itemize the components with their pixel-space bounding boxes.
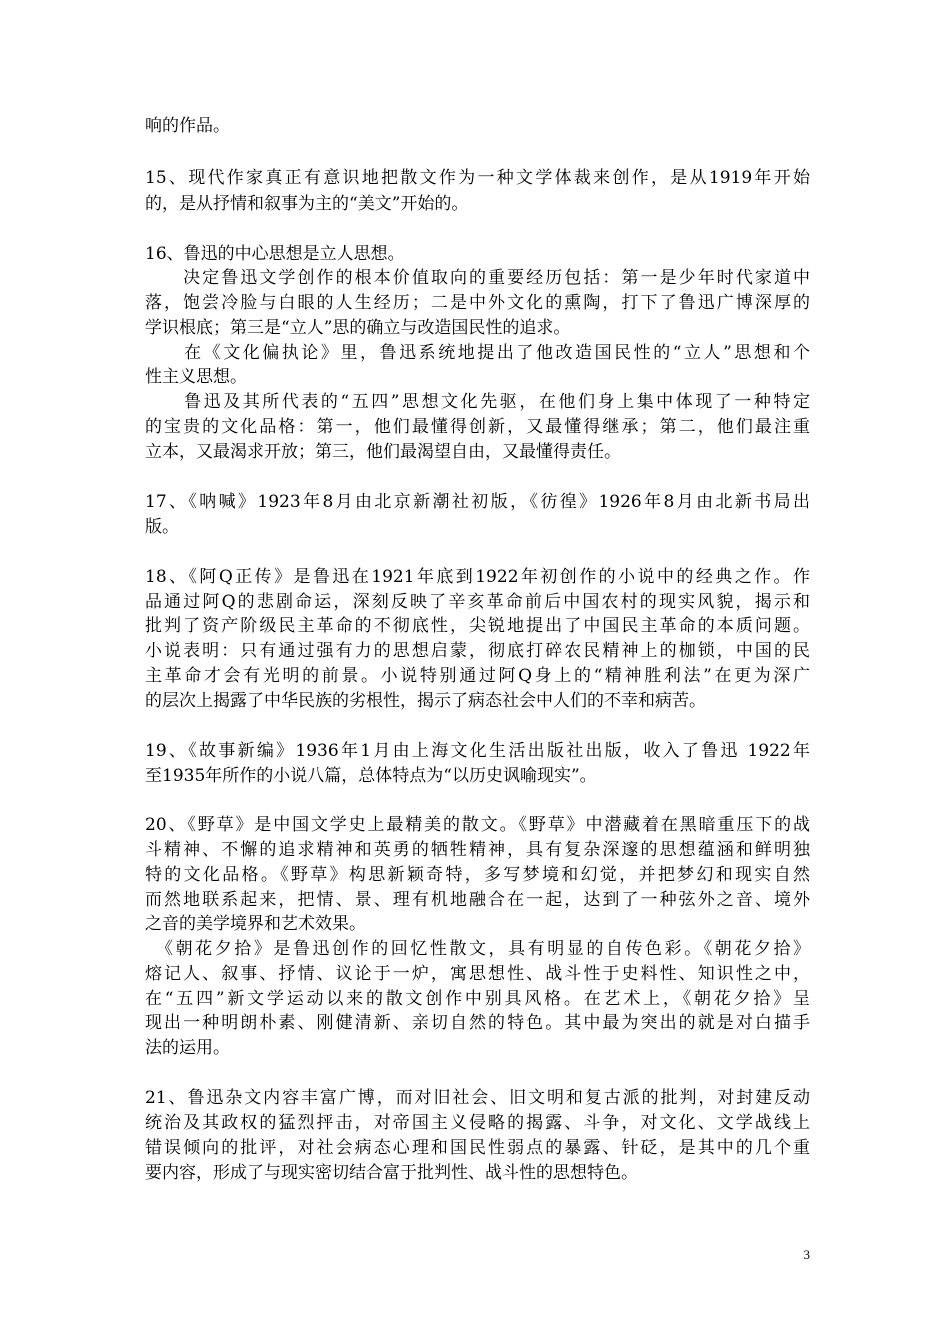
text-line: 立本，又最渴求开放；第三，他们最渴望自由，又最懂得责任。: [145, 442, 621, 462]
text-line: 之音的美学境界和艺术效果。: [145, 914, 366, 934]
text-line: 在《文化偏执论》里，鲁迅系统地提出了他改造国民性的“立人”思想和个: [145, 343, 810, 363]
text-line: 16、鲁迅的中心思想是立人思想。: [145, 244, 405, 264]
text-line: 决定鲁迅文学创作的根本价值取向的重要经历包括：第一是少年时代家道中: [145, 268, 810, 288]
text-line: 品通过阿Q的悲剧命运，深刻反映了辛亥革命前后中国农村的现实风貌，揭示和: [145, 592, 810, 612]
text-line: 性主义思想。: [145, 367, 247, 387]
text-line: 19、《故事新编》1936年1月由上海文化生活出版社出版，收入了鲁迅 1922年: [145, 741, 810, 761]
text-line: 要内容，形成了与现实密切结合富于批判性、战斗性的思想特色。: [145, 1163, 638, 1183]
text-line: 《朝花夕拾》是鲁迅创作的回忆性散文，具有明显的自传色彩。《朝花夕拾》: [145, 939, 810, 959]
text-line: 错误倾向的批评，对社会病态心理和国民性弱点的暴露、针砭，是其中的几个重: [145, 1138, 810, 1158]
text-line: 法的运用。: [145, 1038, 230, 1058]
text-line: 主革命才会有光明的前景。小说特别通过阿Q身上的“精神胜利法”在更为深广: [145, 666, 810, 686]
text-line: 至1935年所作的小说八篇，总体特点为“以历史讽喻现实”。: [145, 766, 597, 786]
text-line: 15、现代作家真正有意识地把散文作为一种文学体裁来创作，是从1919年开始: [145, 168, 810, 188]
text-line: 17、《呐喊》1923年8月由北京新潮社初版，《彷徨》1926年8月由北新书局出: [145, 492, 810, 512]
text-line: 的层次上揭露了中华民族的劣根性，揭示了病态社会中人们的不幸和病苦。: [145, 691, 706, 711]
text-line: 学识根底；第三是“立人”思的确立与改造国民性的追求。: [145, 318, 571, 338]
text-line: 鲁迅及其所代表的“五四”思想文化先驱，在他们身上集中体现了一种特定: [145, 392, 810, 412]
text-line: 18、《阿Q正传》是鲁迅在1921年底到1922年初创作的小说中的经典之作。作: [145, 567, 810, 587]
text-line: 批判了资产阶级民主革命的不彻底性，尖锐地提出了中国民主革命的本质问题。: [145, 616, 810, 636]
text-line: 的宝贵的文化品格：第一，他们最懂得创新，又最懂得继承；第二，他们最注重: [145, 417, 810, 437]
page-number: 3: [803, 1247, 810, 1262]
text-line: 斗精神、不懈的追求精神和英勇的牺牲精神，具有复杂深邃的思想蕴涵和鲜明独: [145, 840, 810, 860]
text-line: 落，饱尝冷脸与白眼的人生经历；二是中外文化的熏陶，打下了鲁迅广博深厚的: [145, 293, 810, 313]
text-line: 特的文化品格。《野草》构思新颖奇特，多写梦境和幻觉，并把梦幻和现实自然: [145, 865, 810, 885]
text-line: 熔记人、叙事、抒情、议论于一炉，寓思想性、战斗性于史料性、知识性之中，: [145, 964, 810, 984]
text-line: 现出一种明朗朴素、刚健清新、亲切自然的特色。其中最为突出的就是对白描手: [145, 1013, 810, 1033]
text-line: 而然地联系起来，把情、景、理有机地融合在一起，达到了一种弦外之音、境外: [145, 890, 810, 910]
text-line: 在“五四”新文学运动以来的散文创作中别具风格。在艺术上，《朝花夕拾》呈: [145, 989, 810, 1009]
text-line: 版。: [145, 517, 179, 537]
text-line: 20、《野草》是中国文学史上最精美的散文。《野草》中潜藏着在黑暗重压下的战: [145, 815, 810, 835]
text-line: 统治及其政权的猛烈抨击，对帝国主义侵略的揭露、斗争，对文化、文学战线上: [145, 1113, 810, 1133]
text-line: 21、鲁迅杂文内容丰富广博，而对旧社会、旧文明和复古派的批判，对封建反动: [145, 1088, 810, 1108]
text-line: 小说表明：只有通过强有力的思想启蒙，彻底打碎农民精神上的枷锁，中国的民: [145, 641, 810, 661]
text-line: 的，是从抒情和叙事为主的“美文”开始的。: [145, 194, 469, 214]
text-line: 响的作品。: [145, 116, 230, 136]
